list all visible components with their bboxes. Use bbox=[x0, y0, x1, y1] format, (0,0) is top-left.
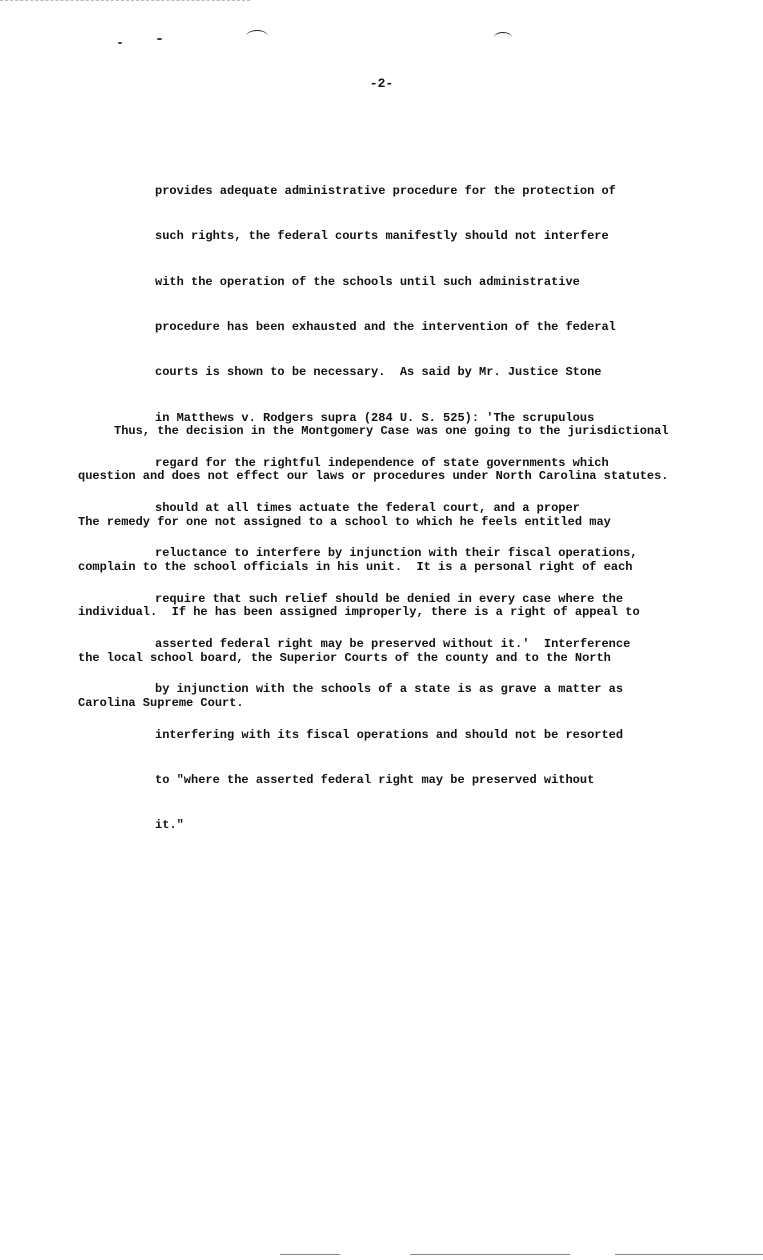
scan-bottom-rule bbox=[280, 1254, 340, 1255]
text-line: by injunction with the schools of a state is as grave a matter as bbox=[155, 682, 624, 697]
text-line: courts is shown to be necessary. As said by Mr. Justice Stone bbox=[155, 365, 602, 380]
punch-hole-arc bbox=[246, 30, 268, 43]
text-line: should at all times actuate the federal court, and a proper bbox=[155, 501, 580, 516]
scan-mark bbox=[157, 38, 162, 40]
scan-bottom-rule bbox=[410, 1254, 570, 1255]
text-line: regard for the rightful independence of state governments which bbox=[155, 455, 609, 470]
page-number: -2- bbox=[369, 76, 394, 91]
punch-hole-arc bbox=[494, 32, 512, 43]
scan-mark bbox=[118, 42, 122, 44]
text-line: interfering with its fiscal operations and should not be resorted bbox=[155, 727, 624, 742]
text-line: question and does not effect our laws or procedures under North Carolina statutes. bbox=[78, 469, 669, 484]
text-line: reluctance to interfere by injunction with their fiscal operations, bbox=[155, 546, 638, 561]
text-line: Carolina Supreme Court. bbox=[78, 695, 244, 710]
text-line: asserted federal right may be preserved without it.' Interference bbox=[155, 637, 631, 651]
text-line: the local school board, the Superior Courts of the county and to the North bbox=[78, 650, 611, 665]
text-line: provides adequate administrative procedure for the protection of bbox=[155, 184, 616, 199]
text-line: The remedy for one not assigned to a school to which he feels entitled may bbox=[78, 514, 611, 529]
text-line: require that such relief should be denied in every case where the bbox=[155, 591, 624, 606]
text-line: to "where the asserted federal right may be preserved without bbox=[155, 772, 595, 787]
text-line: complain to the school officials in his unit. It is a personal right of each bbox=[78, 560, 633, 575]
text-line: in Matthews v. Rodgers supra (284 U. S. 525): 'The scrupulous bbox=[155, 410, 595, 425]
text-line: such rights, the federal courts manifestly should not interfere bbox=[155, 229, 609, 244]
text-line: with the operation of the schools until such administrative bbox=[155, 274, 580, 289]
text-line: it." bbox=[155, 818, 184, 833]
text-line: procedure has been exhausted and the intervention of the federal bbox=[155, 320, 616, 335]
text-line: Thus, the decision in the Montgomery Case was one going to the jurisdictional bbox=[78, 424, 669, 439]
scan-bottom-rule bbox=[615, 1254, 763, 1255]
scan-top-edge bbox=[0, 0, 250, 1]
text-line: individual. If he has been assigned improperly, there is a right of appeal to bbox=[78, 605, 640, 620]
main-paragraph bbox=[78, 394, 669, 726]
